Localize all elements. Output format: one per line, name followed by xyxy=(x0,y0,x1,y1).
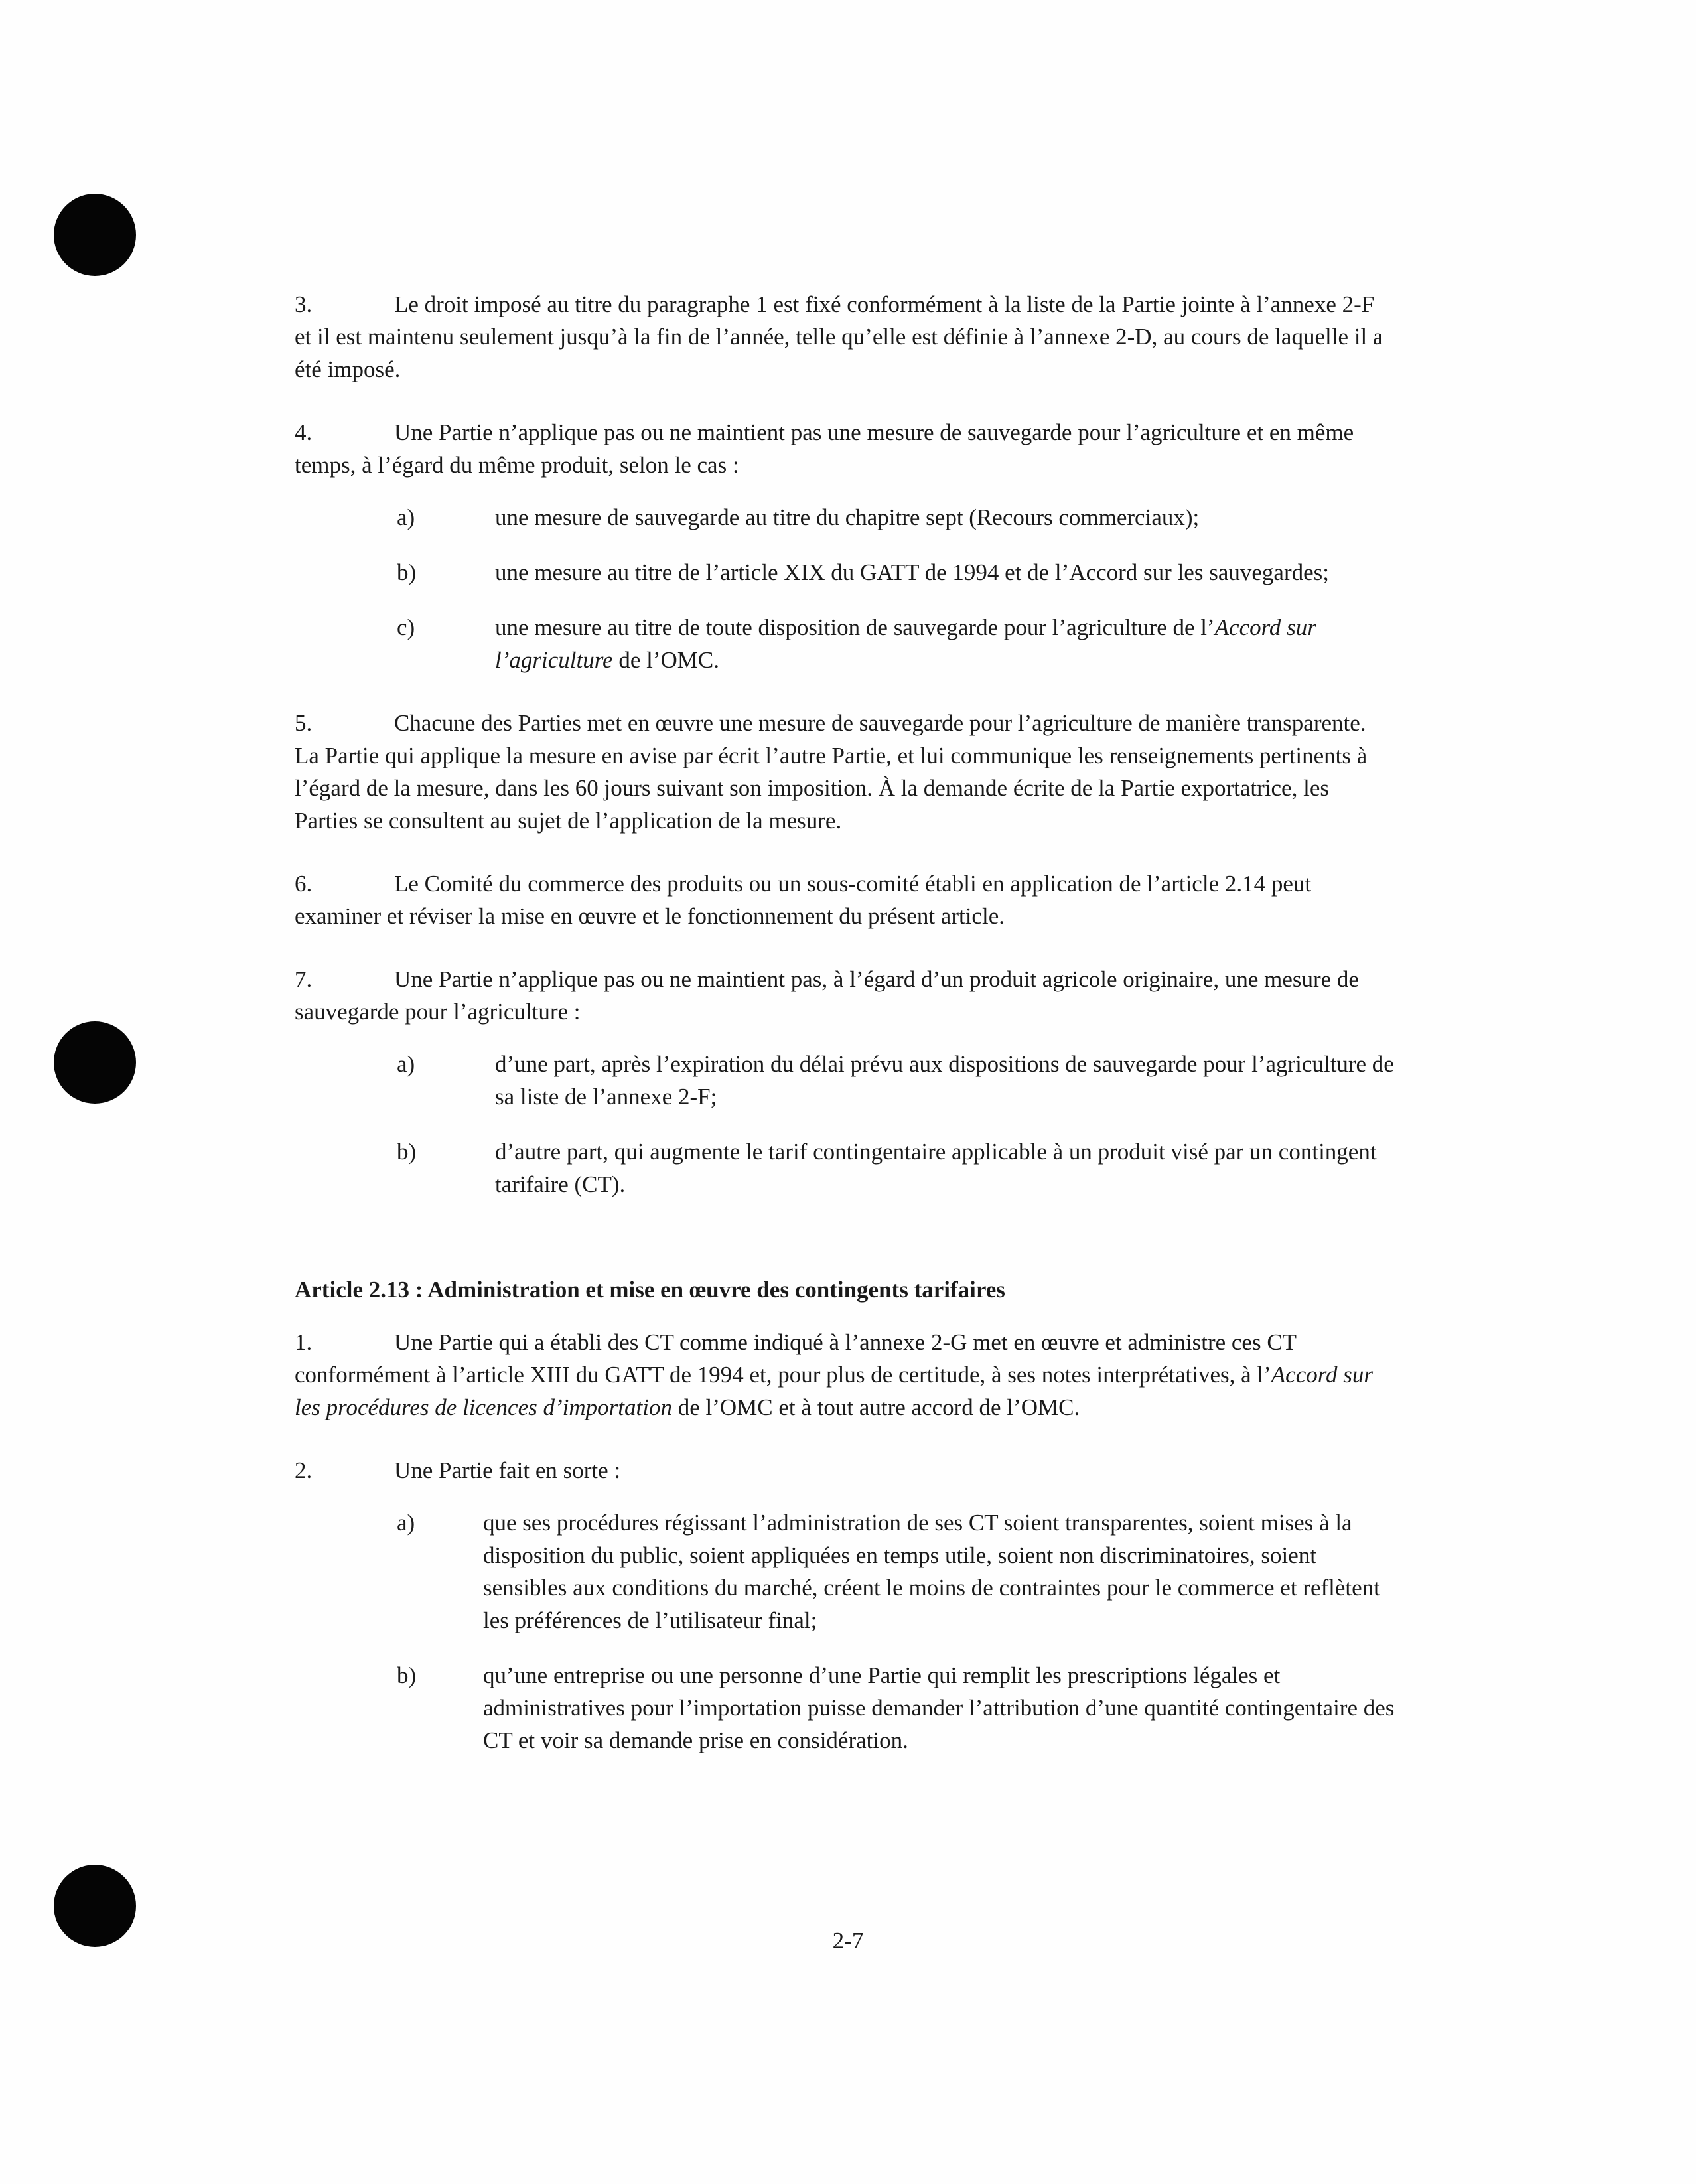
list-item: c) une mesure au titre de toute disposition de sauvegarde pour l’agriculture de l’Accord sur l’agriculture de l’OMC. xyxy=(397,615,1316,673)
article-2-13-paragraph-2: 2. Une Partie fait en sorte : xyxy=(295,1457,621,1483)
paragraph-3: 3. Le droit imposé au titre du paragraphe 1 est fixé conformément à la liste de la Partie jointe à l’annexe 2-F et il est maintenu seulement jusqu’à la fin de l’année, telle qu’elle est définie à l’annexe 2-D, au cours de laquelle il a été imposé. xyxy=(295,291,1383,382)
paragraph-7-items xyxy=(295,1048,1396,1201)
article-heading: Article 2.13 : Administration et mise en œuvre des contingents tarifaires xyxy=(295,1277,1005,1303)
binder-hole-middle xyxy=(54,1021,136,1104)
paragraph-7: 7. Une Partie n’applique pas ou ne maintient pas, à l’égard d’un produit agricole originaire, une mesure de sauvegarde pour l’agriculture : xyxy=(295,966,1359,1025)
paragraph-5: 5. Chacune des Parties met en œuvre une mesure de sauvegarde pour l’agriculture de manière transparente. La Partie qui applique la mesure en avise par écrit l’autre Partie, et lui communique les renseignements pertinents à l’égard de la mesure, dans les 60 jours suivant son imposition. À la demande écrite de la Partie exportatrice, les Parties se consultent au sujet de l’application de la mesure. xyxy=(295,710,1368,834)
list-item: b) d’autre part, qui augmente le tarif contingentaire applicable à un produit visé par un contingent tarifaire (CT). xyxy=(397,1139,1377,1197)
list-item: a) que ses procédures régissant l’administration de ses CT soient transparentes, soient mises à la disposition du public, soient appliquées en temps utile, soient non discriminatoires, soient sensibles aux conditions du marché, créent le moins de contraintes pour le commerce et reflètent les préférences de l’utilisateur final; xyxy=(397,1510,1380,1633)
paragraph-6: 6. Le Comité du commerce des produits ou un sous-comité établi en application de l’article 2.14 peut examiner et réviser la mise en œuvre et le fonctionnement du présent article. xyxy=(295,871,1312,929)
list-item: a) d’une part, après l’expiration du délai prévu aux dispositions de sauvegarde pour l’agriculture de sa liste de l’annexe 2-F; xyxy=(397,1051,1394,1110)
list-item: b) une mesure au titre de l’article XIX du GATT de 1994 et de l’Accord sur les sauvegardes; xyxy=(397,559,1329,585)
paragraph-4-items xyxy=(295,501,1396,676)
article-2-13-paragraph-1: 1. Une Partie qui a établi des CT comme indiqué à l’annexe 2-G met en œuvre et administre ces CT conformément à l’article XIII du GATT de 1994 et, pour plus de certitude, à ses notes interprétatives, à l’Accord sur les procédures de licences d’importation de l’OMC et à tout autre accord de l’OMC. xyxy=(295,1329,1374,1420)
binder-hole-top xyxy=(54,194,136,276)
paragraph-4: 4. Une Partie n’applique pas ou ne maintient pas une mesure de sauvegarde pour l’agriculture et en même temps, à l’égard du même produit, selon le cas : xyxy=(295,419,1354,478)
list-item: b) qu’une entreprise ou une personne d’une Partie qui remplit les prescriptions légales et administratives pour l’importation puisse demander l’attribution d’une quantité contingentaire des CT et voir sa demande prise en considération. xyxy=(397,1662,1395,1753)
page-number: 2-7 xyxy=(832,1928,864,1954)
list-item: a) une mesure de sauvegarde au titre du chapitre sept (Recours commerciaux); xyxy=(397,504,1200,530)
article-2-13-paragraph-2-items xyxy=(295,1506,1396,1757)
document-body xyxy=(295,288,1396,1787)
